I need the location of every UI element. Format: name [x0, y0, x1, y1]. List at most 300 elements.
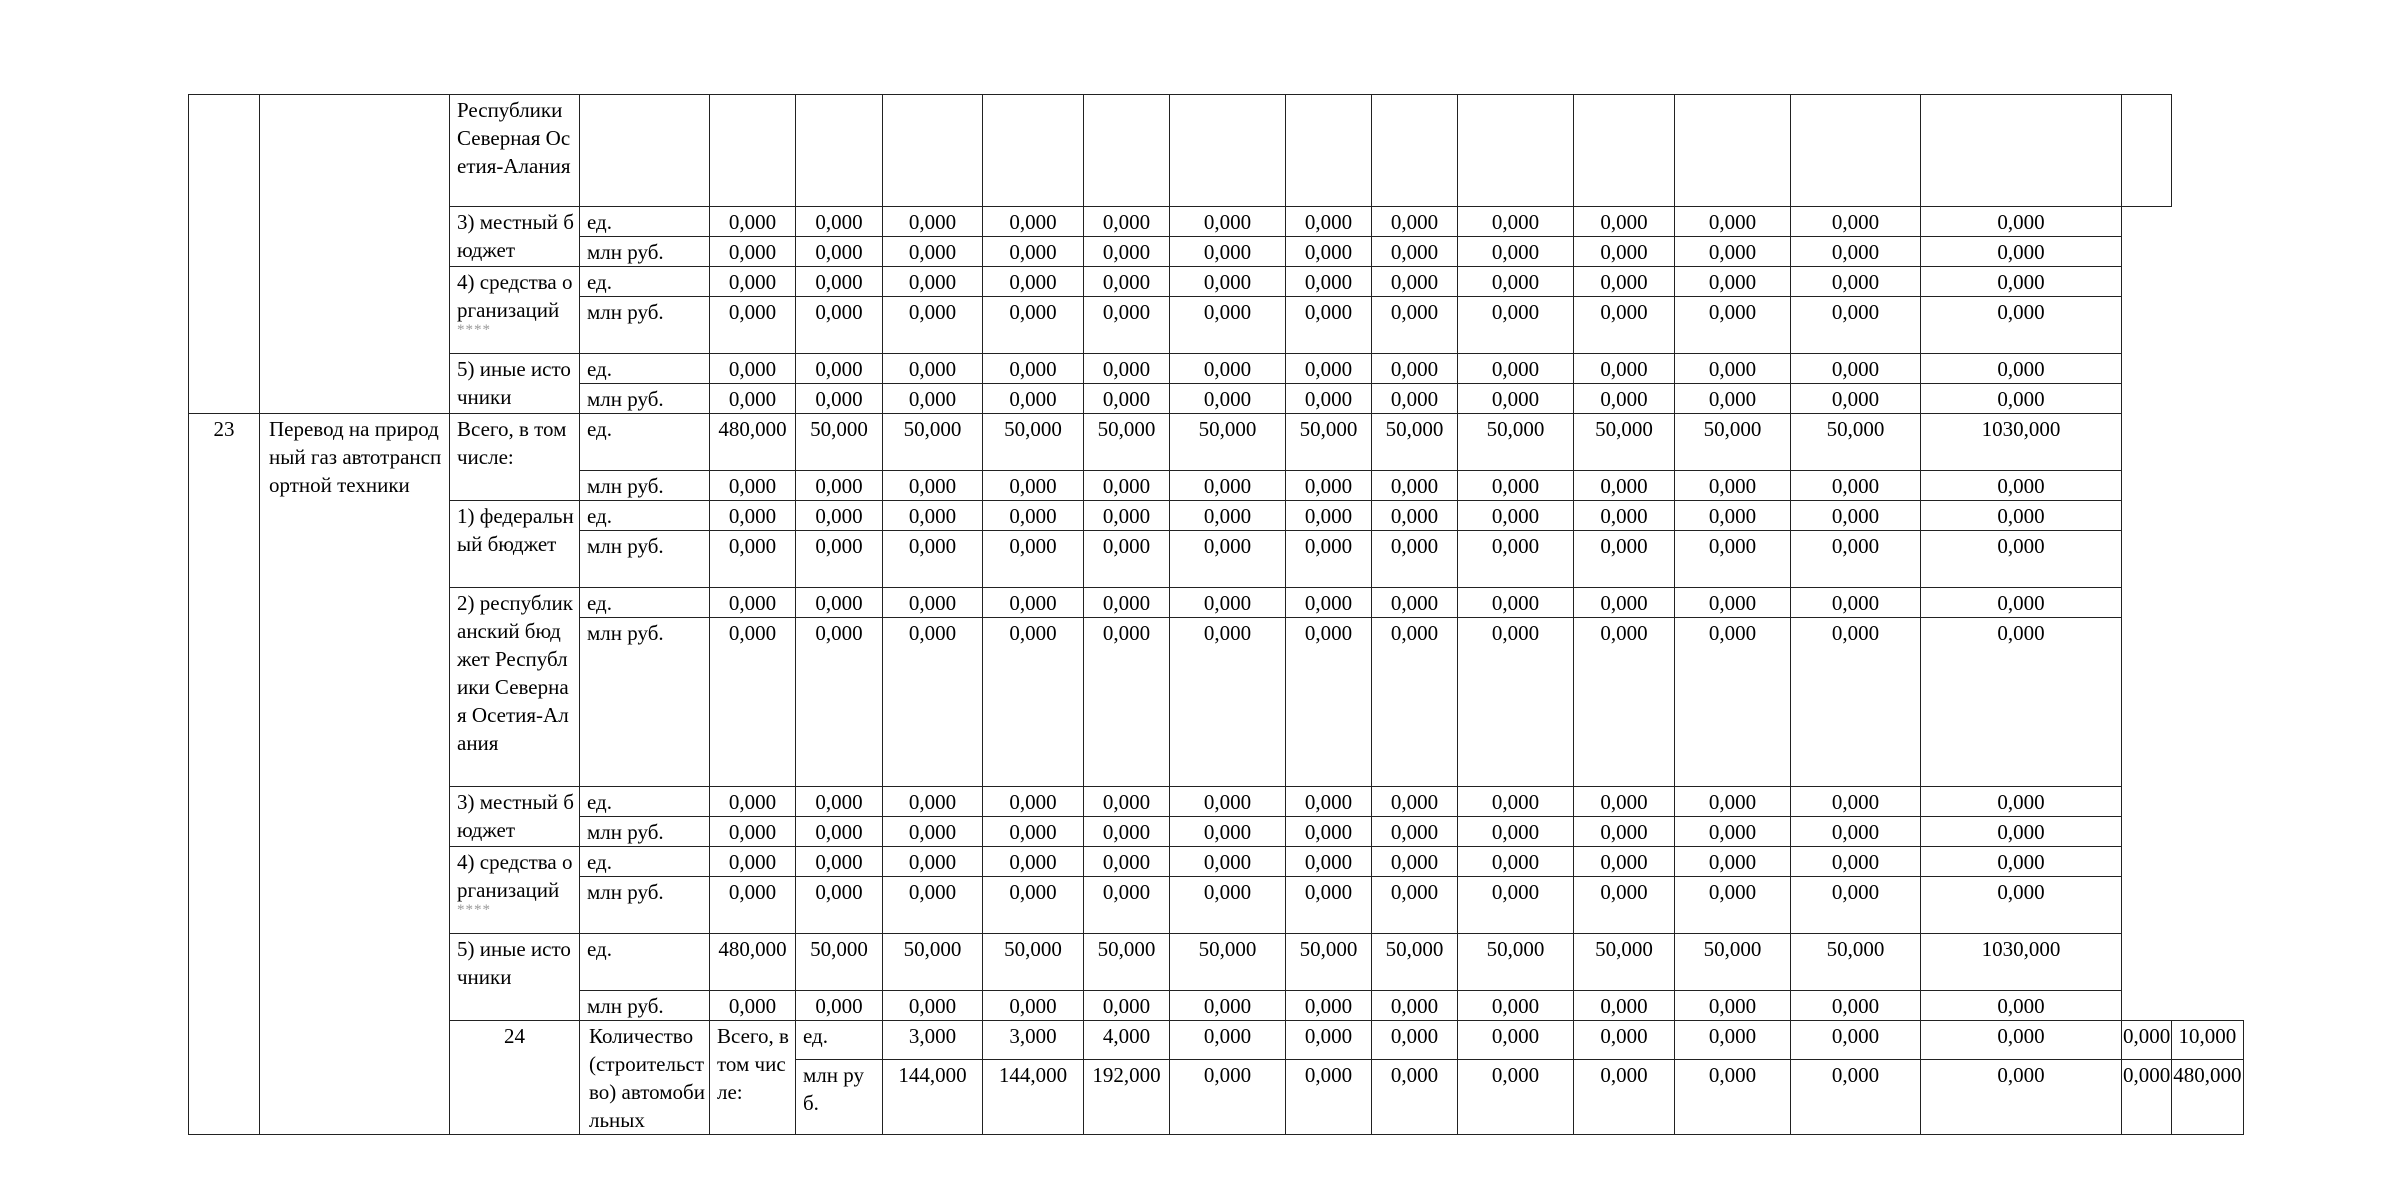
value-cell: 0,000 — [983, 618, 1084, 787]
value-cell: 480,000 — [710, 934, 796, 991]
value-cell: 0,000 — [883, 531, 983, 588]
value-cell: 0,000 — [983, 267, 1084, 297]
indicator-name-cell — [260, 95, 450, 414]
value-cell: 0,000 — [1675, 877, 1791, 934]
row-number-cell — [189, 95, 260, 414]
total-value-cell: 0,000 — [1921, 384, 2122, 414]
value-cell: 0,000 — [983, 588, 1084, 618]
value-cell — [1574, 95, 1675, 207]
total-value-cell: 0,000 — [1921, 991, 2122, 1021]
value-cell: 144,000 — [883, 1059, 983, 1134]
value-cell: 0,000 — [1170, 1021, 1286, 1060]
value-cell: 0,000 — [1170, 267, 1286, 297]
unit-cell: млн руб. — [580, 618, 710, 787]
total-value-cell: 0,000 — [1921, 267, 2122, 297]
value-cell: 0,000 — [1675, 384, 1791, 414]
value-cell: 0,000 — [1574, 237, 1675, 267]
value-cell: 144,000 — [983, 1059, 1084, 1134]
value-cell: 0,000 — [1574, 297, 1675, 354]
value-cell: 50,000 — [883, 414, 983, 471]
value-cell: 0,000 — [883, 384, 983, 414]
value-cell: 0,000 — [983, 531, 1084, 588]
value-cell: 50,000 — [1372, 934, 1458, 991]
value-cell — [710, 95, 796, 207]
value-cell: 0,000 — [710, 237, 796, 267]
value-cell — [1458, 95, 1574, 207]
value-cell: 0,000 — [1170, 1059, 1286, 1134]
value-cell: 0,000 — [1458, 501, 1574, 531]
value-cell: 0,000 — [1791, 787, 1921, 817]
value-cell: 0,000 — [983, 787, 1084, 817]
value-cell: 0,000 — [796, 384, 883, 414]
value-cell — [1170, 95, 1286, 207]
value-cell: 0,000 — [710, 501, 796, 531]
value-cell: 0,000 — [1458, 1059, 1574, 1134]
value-cell: 0,000 — [983, 471, 1084, 501]
value-cell: 0,000 — [1170, 877, 1286, 934]
value-cell: 0,000 — [1675, 531, 1791, 588]
value-cell: 0,000 — [983, 354, 1084, 384]
value-cell: 50,000 — [983, 934, 1084, 991]
value-cell: 0,000 — [1286, 1021, 1372, 1060]
value-cell: 0,000 — [1675, 207, 1791, 237]
value-cell: 50,000 — [1084, 934, 1170, 991]
value-cell: 0,000 — [1084, 817, 1170, 847]
value-cell: 0,000 — [983, 501, 1084, 531]
value-cell: 0,000 — [1084, 531, 1170, 588]
value-cell: 0,000 — [1084, 787, 1170, 817]
value-cell: 0,000 — [710, 877, 796, 934]
table-row — [189, 207, 2244, 237]
value-cell: 0,000 — [1084, 297, 1170, 354]
value-cell: 0,000 — [1084, 471, 1170, 501]
value-cell: 0,000 — [1286, 267, 1372, 297]
value-cell: 0,000 — [1170, 531, 1286, 588]
unit-cell: млн руб. — [580, 471, 710, 501]
value-cell: 0,000 — [2122, 1059, 2172, 1134]
budget-table — [188, 94, 2244, 1135]
unit-cell: млн руб. — [580, 531, 710, 588]
unit-cell: млн руб. — [580, 237, 710, 267]
value-cell: 0,000 — [1372, 471, 1458, 501]
value-cell: 0,000 — [796, 471, 883, 501]
funding-source-cell: 5) иные источники — [450, 934, 580, 1021]
value-cell: 0,000 — [1286, 471, 1372, 501]
value-cell: 0,000 — [1458, 817, 1574, 847]
value-cell: 0,000 — [710, 297, 796, 354]
value-cell: 0,000 — [1921, 1059, 2122, 1134]
funding-source-cell: 3) местный бюджет — [450, 207, 580, 267]
value-cell: 0,000 — [1791, 207, 1921, 237]
value-cell: 0,000 — [883, 877, 983, 934]
value-cell: 0,000 — [710, 847, 796, 877]
value-cell: 0,000 — [1791, 354, 1921, 384]
table-row — [189, 847, 2244, 877]
value-cell: 0,000 — [1372, 531, 1458, 588]
value-cell: 0,000 — [1372, 237, 1458, 267]
value-cell: 0,000 — [1921, 1021, 2122, 1060]
table-row — [189, 414, 2244, 471]
value-cell: 0,000 — [1286, 588, 1372, 618]
value-cell: 0,000 — [1791, 267, 1921, 297]
value-cell: 0,000 — [1574, 618, 1675, 787]
value-cell: 0,000 — [796, 817, 883, 847]
value-cell: 0,000 — [883, 237, 983, 267]
value-cell: 0,000 — [2122, 1021, 2172, 1060]
value-cell — [883, 95, 983, 207]
value-cell: 0,000 — [883, 817, 983, 847]
value-cell: 0,000 — [1372, 817, 1458, 847]
value-cell: 0,000 — [1791, 877, 1921, 934]
footnote-mark: **** — [457, 902, 491, 918]
value-cell: 0,000 — [1791, 588, 1921, 618]
unit-cell: ед. — [580, 787, 710, 817]
value-cell: 0,000 — [1574, 817, 1675, 847]
value-cell: 50,000 — [1286, 414, 1372, 471]
value-cell: 0,000 — [1084, 501, 1170, 531]
value-cell: 0,000 — [710, 991, 796, 1021]
total-value-cell: 0,000 — [1921, 354, 2122, 384]
total-value-cell: 0,000 — [1921, 847, 2122, 877]
funding-source-cell: 4) средства организаций **** — [450, 267, 580, 354]
value-cell: 0,000 — [1372, 1059, 1458, 1134]
value-cell: 0,000 — [796, 297, 883, 354]
value-cell: 0,000 — [1286, 1059, 1372, 1134]
row-number-cell: 23 — [189, 414, 260, 1135]
value-cell: 0,000 — [1791, 471, 1921, 501]
value-cell — [983, 95, 1084, 207]
value-cell: 0,000 — [1675, 471, 1791, 501]
value-cell: 0,000 — [1286, 618, 1372, 787]
funding-source-cell: 3) местный бюджет — [450, 787, 580, 847]
value-cell: 0,000 — [1458, 267, 1574, 297]
value-cell: 0,000 — [1458, 877, 1574, 934]
total-value-cell: 1030,000 — [1921, 934, 2122, 991]
value-cell: 0,000 — [883, 297, 983, 354]
value-cell: 0,000 — [710, 267, 796, 297]
total-value-cell: 1030,000 — [1921, 414, 2122, 471]
funding-source-cell: 4) средства организаций **** — [450, 847, 580, 934]
value-cell: 0,000 — [1286, 501, 1372, 531]
value-cell: 0,000 — [710, 618, 796, 787]
value-cell: 50,000 — [1791, 934, 1921, 991]
value-cell: 0,000 — [710, 588, 796, 618]
value-cell: 0,000 — [1286, 237, 1372, 267]
value-cell: 0,000 — [1574, 354, 1675, 384]
value-cell: 0,000 — [1574, 588, 1675, 618]
value-cell: 0,000 — [1675, 1059, 1791, 1134]
value-cell: 192,000 — [1084, 1059, 1170, 1134]
total-value-cell: 0,000 — [1921, 787, 2122, 817]
value-cell: 0,000 — [796, 618, 883, 787]
total-value-cell: 0,000 — [1921, 471, 2122, 501]
unit-cell: ед. — [580, 267, 710, 297]
value-cell: 50,000 — [1791, 414, 1921, 471]
value-cell: 480,000 — [710, 414, 796, 471]
value-cell: 0,000 — [1675, 847, 1791, 877]
value-cell: 0,000 — [1084, 588, 1170, 618]
unit-cell: ед. — [580, 501, 710, 531]
value-cell: 0,000 — [1170, 817, 1286, 847]
value-cell: 50,000 — [1458, 934, 1574, 991]
footnote-mark: **** — [457, 322, 491, 338]
value-cell: 0,000 — [1458, 384, 1574, 414]
value-cell: 0,000 — [1372, 787, 1458, 817]
total-value-cell: 480,000 — [2172, 1059, 2243, 1134]
value-cell: 0,000 — [1458, 354, 1574, 384]
value-cell: 50,000 — [1170, 414, 1286, 471]
value-cell: 0,000 — [796, 207, 883, 237]
value-cell: 50,000 — [1675, 414, 1791, 471]
value-cell: 0,000 — [883, 847, 983, 877]
value-cell: 3,000 — [883, 1021, 983, 1060]
value-cell: 0,000 — [1170, 297, 1286, 354]
value-cell: 0,000 — [1675, 501, 1791, 531]
table-row — [189, 934, 2244, 991]
funding-source-cell: Всего, в том числе: — [710, 1021, 796, 1135]
value-cell: 0,000 — [1170, 787, 1286, 817]
unit-cell — [580, 95, 710, 207]
value-cell: 0,000 — [1372, 297, 1458, 354]
unit-cell: млн руб. — [580, 991, 710, 1021]
value-cell: 0,000 — [1170, 991, 1286, 1021]
value-cell: 0,000 — [1372, 847, 1458, 877]
value-cell: 0,000 — [1791, 501, 1921, 531]
value-cell: 0,000 — [983, 297, 1084, 354]
value-cell: 50,000 — [1574, 934, 1675, 991]
value-cell: 0,000 — [1458, 297, 1574, 354]
value-cell: 0,000 — [1791, 531, 1921, 588]
value-cell: 0,000 — [1372, 877, 1458, 934]
value-cell: 0,000 — [983, 207, 1084, 237]
funding-source-cell: 5) иные источники — [450, 354, 580, 414]
value-cell: 0,000 — [1791, 991, 1921, 1021]
value-cell: 0,000 — [883, 207, 983, 237]
value-cell: 0,000 — [983, 384, 1084, 414]
value-cell: 0,000 — [1286, 787, 1372, 817]
value-cell: 0,000 — [1574, 267, 1675, 297]
value-cell: 0,000 — [1675, 618, 1791, 787]
value-cell: 0,000 — [1675, 297, 1791, 354]
value-cell: 50,000 — [796, 934, 883, 991]
total-value-cell: 0,000 — [1921, 501, 2122, 531]
value-cell: 0,000 — [883, 991, 983, 1021]
funding-source-cell: 1) федеральный бюджет — [450, 501, 580, 588]
value-cell: 0,000 — [883, 354, 983, 384]
value-cell: 0,000 — [983, 237, 1084, 267]
value-cell — [1675, 95, 1791, 207]
value-cell: 0,000 — [983, 817, 1084, 847]
total-value-cell: 0,000 — [1921, 207, 2122, 237]
value-cell: 0,000 — [883, 787, 983, 817]
value-cell: 0,000 — [1372, 1021, 1458, 1060]
value-cell: 0,000 — [1084, 847, 1170, 877]
value-cell: 0,000 — [1372, 384, 1458, 414]
funding-source-cell: Всего, в том числе: — [450, 414, 580, 501]
value-cell: 0,000 — [1170, 588, 1286, 618]
value-cell: 50,000 — [1084, 414, 1170, 471]
value-cell: 0,000 — [883, 501, 983, 531]
value-cell: 0,000 — [710, 384, 796, 414]
table-row — [189, 501, 2244, 531]
total-value-cell: 0,000 — [1921, 618, 2122, 787]
value-cell: 0,000 — [796, 877, 883, 934]
unit-cell: млн руб. — [580, 817, 710, 847]
value-cell: 0,000 — [1791, 618, 1921, 787]
value-cell: 0,000 — [1458, 1021, 1574, 1060]
value-cell: 0,000 — [1574, 847, 1675, 877]
value-cell: 0,000 — [883, 588, 983, 618]
value-cell: 0,000 — [1574, 207, 1675, 237]
value-cell: 50,000 — [796, 414, 883, 471]
total-value-cell: 0,000 — [1921, 588, 2122, 618]
value-cell: 0,000 — [1458, 991, 1574, 1021]
value-cell: 0,000 — [796, 847, 883, 877]
total-value-cell: 0,000 — [1921, 297, 2122, 354]
value-cell: 0,000 — [1675, 817, 1791, 847]
value-cell: 0,000 — [1675, 787, 1791, 817]
value-cell: 50,000 — [1675, 934, 1791, 991]
table-row — [189, 354, 2244, 384]
value-cell: 0,000 — [1286, 877, 1372, 934]
value-cell: 0,000 — [1170, 618, 1286, 787]
value-cell: 0,000 — [1286, 847, 1372, 877]
value-cell: 0,000 — [1286, 817, 1372, 847]
value-cell: 0,000 — [1372, 991, 1458, 1021]
value-cell: 0,000 — [1791, 847, 1921, 877]
value-cell: 0,000 — [1084, 384, 1170, 414]
value-cell: 0,000 — [1372, 207, 1458, 237]
value-cell: 0,000 — [1170, 847, 1286, 877]
value-cell: 0,000 — [1675, 1021, 1791, 1060]
value-cell: 0,000 — [1286, 531, 1372, 588]
value-cell — [1372, 95, 1458, 207]
value-cell — [796, 95, 883, 207]
value-cell: 0,000 — [1458, 207, 1574, 237]
total-value-cell: 0,000 — [1921, 531, 2122, 588]
value-cell: 0,000 — [1286, 354, 1372, 384]
value-cell: 0,000 — [983, 877, 1084, 934]
unit-cell: млн руб. — [580, 877, 710, 934]
unit-cell: ед. — [580, 588, 710, 618]
value-cell: 0,000 — [1084, 991, 1170, 1021]
value-cell: 0,000 — [883, 618, 983, 787]
value-cell: 0,000 — [1574, 471, 1675, 501]
value-cell: 0,000 — [1791, 384, 1921, 414]
value-cell: 0,000 — [1084, 237, 1170, 267]
value-cell: 50,000 — [983, 414, 1084, 471]
indicator-name-cell: Количество (строительство) автомобильных — [580, 1021, 710, 1135]
value-cell: 0,000 — [796, 787, 883, 817]
value-cell — [1286, 95, 1372, 207]
value-cell: 0,000 — [1675, 267, 1791, 297]
value-cell: 0,000 — [1675, 991, 1791, 1021]
value-cell: 0,000 — [1286, 297, 1372, 354]
value-cell: 0,000 — [1084, 877, 1170, 934]
value-cell: 0,000 — [1372, 618, 1458, 787]
value-cell: 0,000 — [1458, 618, 1574, 787]
unit-cell: млн руб. — [580, 384, 710, 414]
value-cell — [1921, 95, 2122, 207]
unit-cell: ед. — [580, 934, 710, 991]
value-cell: 0,000 — [1458, 847, 1574, 877]
value-cell: 0,000 — [1084, 267, 1170, 297]
value-cell — [1084, 95, 1170, 207]
value-cell: 50,000 — [1286, 934, 1372, 991]
value-cell: 0,000 — [796, 501, 883, 531]
value-cell: 0,000 — [1170, 501, 1286, 531]
unit-cell: ед. — [580, 207, 710, 237]
value-cell: 0,000 — [1170, 207, 1286, 237]
value-cell: 0,000 — [1170, 471, 1286, 501]
value-cell: 0,000 — [1675, 237, 1791, 267]
total-value-cell: 0,000 — [1921, 237, 2122, 267]
funding-source-cell: 2) республиканский бюджет Республики Северная Осетия-Алания — [450, 588, 580, 787]
value-cell: 50,000 — [883, 934, 983, 991]
value-cell: 0,000 — [1574, 877, 1675, 934]
value-cell: 0,000 — [796, 531, 883, 588]
value-cell: 0,000 — [710, 471, 796, 501]
total-value-cell: 10,000 — [2172, 1021, 2243, 1060]
unit-cell: ед. — [796, 1021, 883, 1060]
value-cell: 0,000 — [1791, 1021, 1921, 1060]
value-cell: 0,000 — [710, 787, 796, 817]
value-cell: 50,000 — [1372, 414, 1458, 471]
value-cell: 0,000 — [1574, 501, 1675, 531]
value-cell: 0,000 — [1372, 354, 1458, 384]
total-value-cell — [2122, 95, 2172, 207]
value-cell: 0,000 — [1170, 237, 1286, 267]
value-cell: 0,000 — [1458, 471, 1574, 501]
total-value-cell: 0,000 — [1921, 817, 2122, 847]
value-cell: 0,000 — [710, 207, 796, 237]
value-cell: 0,000 — [1791, 297, 1921, 354]
value-cell: 0,000 — [710, 531, 796, 588]
total-value-cell: 0,000 — [1921, 877, 2122, 934]
table-row — [189, 95, 2244, 207]
value-cell: 0,000 — [1574, 1059, 1675, 1134]
value-cell: 0,000 — [1170, 384, 1286, 414]
value-cell: 0,000 — [983, 847, 1084, 877]
value-cell: 0,000 — [1675, 354, 1791, 384]
value-cell: 0,000 — [1458, 237, 1574, 267]
value-cell: 0,000 — [796, 237, 883, 267]
value-cell: 50,000 — [1458, 414, 1574, 471]
value-cell: 0,000 — [1458, 588, 1574, 618]
value-cell: 0,000 — [1574, 1021, 1675, 1060]
unit-cell: млн руб. — [580, 297, 710, 354]
value-cell: 0,000 — [1286, 991, 1372, 1021]
value-cell: 0,000 — [1372, 588, 1458, 618]
value-cell: 0,000 — [1574, 384, 1675, 414]
value-cell: 50,000 — [1574, 414, 1675, 471]
value-cell: 0,000 — [1458, 531, 1574, 588]
value-cell: 0,000 — [1084, 354, 1170, 384]
value-cell: 0,000 — [1791, 237, 1921, 267]
table-row — [189, 267, 2244, 297]
unit-cell: ед. — [580, 847, 710, 877]
value-cell: 0,000 — [1084, 207, 1170, 237]
value-cell: 0,000 — [883, 267, 983, 297]
funding-source-cell: Республики Северная Осетия-Алания — [450, 95, 580, 207]
indicator-name-cell: Перевод на природный газ автотранспортной техники — [260, 414, 450, 1135]
value-cell: 0,000 — [1372, 267, 1458, 297]
value-cell: 0,000 — [1084, 618, 1170, 787]
value-cell: 0,000 — [1574, 991, 1675, 1021]
table-row — [189, 1021, 2244, 1060]
value-cell: 0,000 — [796, 991, 883, 1021]
value-cell: 0,000 — [710, 817, 796, 847]
